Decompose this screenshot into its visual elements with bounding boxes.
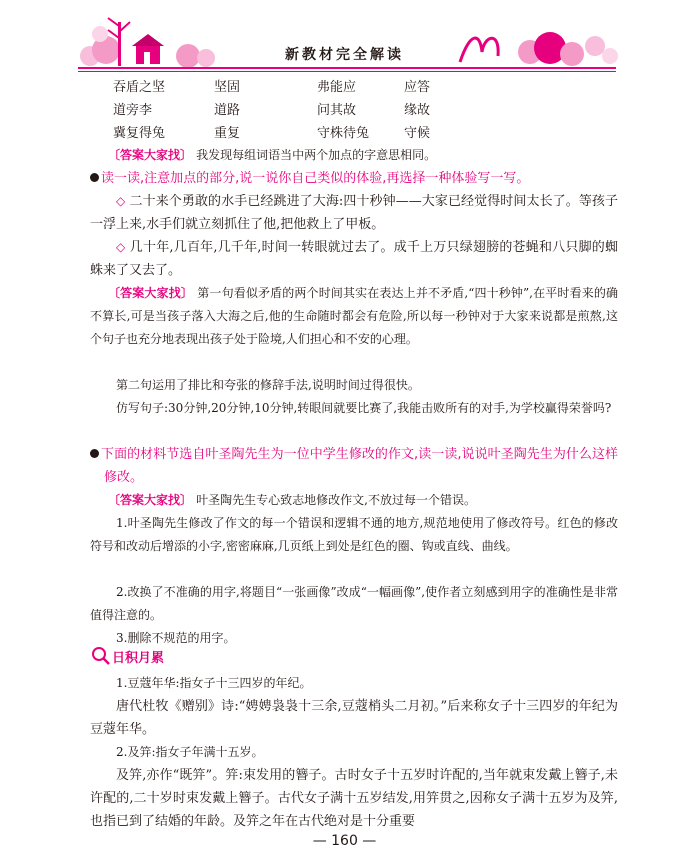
answer-list-item: 2.改换了不准确的用字,将题目“一张画像”改成“一幅画像”,使作者立刻感到用字的准确性是非常值得注意的。 bbox=[90, 585, 618, 622]
answer-text: 第一句看似矛盾的两个时间其实在表达上并不矛盾,“四十秒钟”,在平时看来的确不算长,可是当孩子落入大海之后,他的生命随时都会有危险,所以每一秒钟对于大家来说都是煎熬,这个句子也充分地表现出孩子处于险境,人们担心和不安的心理。 bbox=[90, 286, 618, 346]
magnifier-icon bbox=[90, 646, 112, 666]
word-row bbox=[113, 122, 533, 145]
task-prompt-2 bbox=[90, 443, 618, 489]
word-cell: 弗能应 bbox=[317, 80, 357, 95]
page-number: — 160 — bbox=[312, 833, 377, 849]
diamond-icon: ◇ bbox=[116, 194, 126, 208]
word-table bbox=[113, 76, 533, 145]
section-item: 2.及笄:指女子年满十五岁。 bbox=[116, 745, 264, 759]
section-item: 唐代杜牧《赠别》诗:“娉娉袅袅十三余,豆蔻梢头二月初。”后来称女子十三四岁的年纪为豆蔻年华。 bbox=[90, 699, 618, 737]
answer-block-2 bbox=[90, 282, 618, 351]
word-cell: 守株待兔 bbox=[317, 126, 370, 141]
task-prompt-1 bbox=[90, 167, 618, 190]
section-item: 1.豆蔻年华:指女子十三四岁的年纪。 bbox=[116, 676, 312, 690]
section-title: 日积月累 bbox=[112, 651, 165, 666]
header-rule-thin bbox=[78, 71, 616, 72]
word-cell: 问其故 bbox=[317, 103, 357, 118]
answer-block-3 bbox=[90, 489, 618, 512]
example-sentence-1 bbox=[90, 190, 618, 236]
answer-label: 〔答案大家找〕 bbox=[108, 148, 193, 162]
answer-paragraph: 第二句运用了排比和夸张的修辞手法,说明时间过得很快。 bbox=[116, 378, 420, 392]
answer-list-item: 1.叶圣陶先生修改了作文的每一个错误和逻辑不通的地方,规范地使用了修改符号。红色的修改符号和改动后增添的小字,密密麻麻,几页纸上到处是红色的圈、钩或直线、曲线。 bbox=[90, 516, 618, 553]
word-cell: 守候 bbox=[404, 126, 431, 141]
example-text: 几十年,几百年,几千年,时间一转眼就过去了。成千上万只绿翅膀的苍蝇和八只脚的蜘蛛来了又去了。 bbox=[90, 240, 618, 278]
word-cell: 缘故 bbox=[404, 103, 431, 118]
word-cell: 道路 bbox=[214, 103, 241, 118]
word-cell: 重复 bbox=[214, 126, 241, 141]
word-cell: 道旁李 bbox=[113, 103, 153, 118]
word-row bbox=[113, 76, 533, 99]
answer-label: 〔答案大家找〕 bbox=[108, 286, 193, 300]
bullet-icon bbox=[90, 173, 99, 182]
page-header-title: 新教材完全解读 bbox=[285, 47, 404, 63]
word-cell: 冀复得兔 bbox=[113, 126, 166, 141]
answer-text: 我发现每组词语当中两个加点的字意思相同。 bbox=[196, 148, 437, 162]
header-rule bbox=[78, 67, 616, 69]
answer-block-1 bbox=[90, 144, 618, 167]
answer-paragraph: 仿写句子:30分钟,20分钟,10分钟,转眼间就要比赛了,我能击败所有的对手,为学校赢得荣誉吗? bbox=[116, 401, 612, 415]
answer-label: 〔答案大家找〕 bbox=[108, 493, 193, 507]
word-cell: 坚固 bbox=[214, 80, 241, 95]
example-sentence-2 bbox=[90, 236, 618, 282]
word-row bbox=[113, 99, 533, 122]
task-text: 读一读,注意加点的部分,说一说你自己类似的体验,再选择一种体验写一写。 bbox=[101, 171, 530, 186]
word-cell: 吞盾之坚 bbox=[113, 80, 166, 95]
example-text: 二十来个勇敢的水手已经跳进了大海:四十秒钟——大家已经觉得时间太长了。等孩子一浮上来,水手们就立刻抓住了他,把他救上了甲板。 bbox=[90, 194, 618, 232]
word-cell: 应答 bbox=[404, 80, 431, 95]
task-text: 下面的材料节选自叶圣陶先生为一位中学生修改的作文,读一读,说说叶圣陶先生为什么这样修改。 bbox=[101, 447, 618, 485]
section-item: 及笄,亦作“既笄”。笄:束发用的簪子。古时女子十五岁时许配的,当年就束发戴上簪子,未许配的,二十岁时束发戴上簪子。古代女子满十五岁结发,用笄贯之,因称女子满十五岁为及笄,也指已到了结婚的年龄。及笄之年在古代绝对是十分重要 bbox=[90, 768, 618, 829]
diamond-icon: ◇ bbox=[116, 240, 126, 254]
answer-text: 叶圣陶先生专心致志地修改作文,不放过每一个错误。 bbox=[196, 493, 476, 507]
bullet-icon bbox=[90, 449, 99, 458]
answer-list-item: 3.删除不规范的用字。 bbox=[116, 631, 236, 645]
